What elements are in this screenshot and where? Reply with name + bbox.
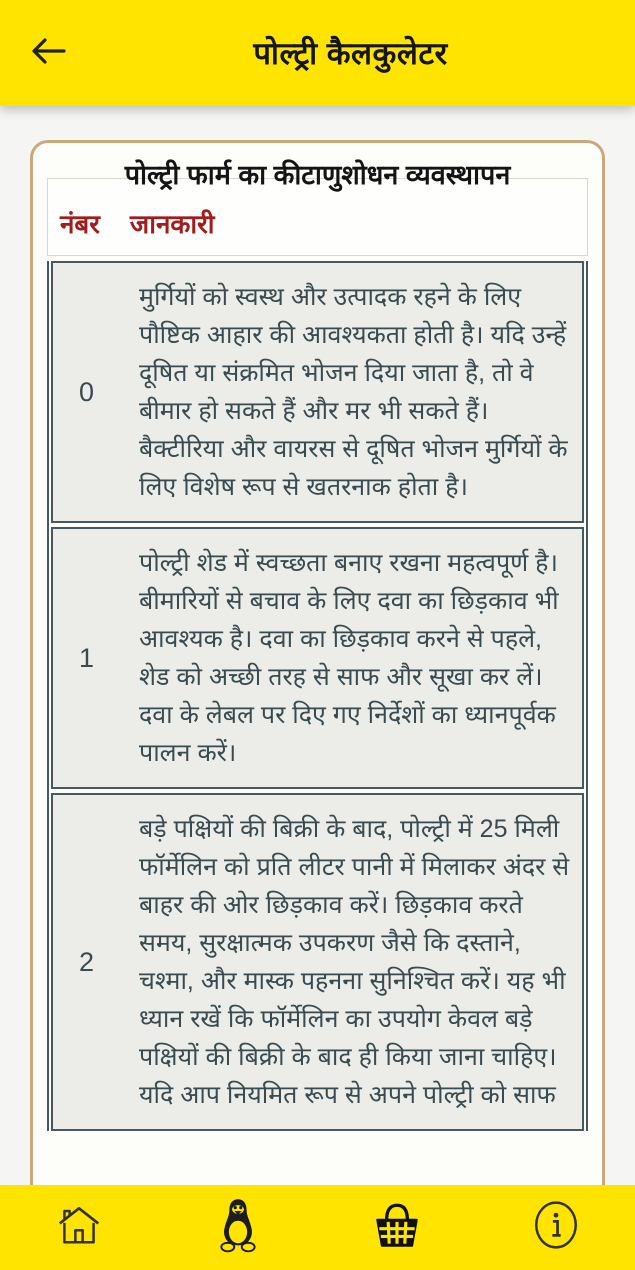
row-number: 1 xyxy=(79,642,95,673)
table-row xyxy=(51,527,584,789)
app-bar xyxy=(0,0,635,106)
row-info-text: बड़े पक्षियों की बिक्री के बाद, पोल्ट्री में 25 मिली फॉर्मेलिन को प्रति लीटर पानी में मिलाकर अंदर से बाहर की ओर छिड़काव करें। छिड़काव करते समय, सुरक्षात्मक उपकरण जैसे कि दस्ताने, चश्मा, और मास्क पहनना सुनिश्चित करें। यह भी ध्यान रखें कि फॉर्मेलिन का उपयोग केवल बड़े पक्षियों की बिक्री के बाद ही किया जाना चाहिए। यदि आप नियमित रूप से अपने पोल्ट्री को साफ xyxy=(139,815,570,1109)
table-body[interactable] xyxy=(47,261,588,1131)
bottom-nav-bar xyxy=(0,1185,635,1270)
nav-poultry-button[interactable] xyxy=(159,1196,318,1259)
row-number: 0 xyxy=(79,376,95,407)
row-info-text: मुर्गियों को स्वस्थ और उत्पादक रहने के लिए पौष्टिक आहार की आवश्यकता होती है। यदि उन्हें दूषित या संक्रमित भोजन दिया जाता है, तो वे बीमार हो सकते हैं और मर भी सकते हैं। बैक्टीरिया और वायरस से दूषित भोजन मुर्गियों के लिए विशेष रूप से खतरनाक होता है। xyxy=(139,283,568,501)
row-number: 2 xyxy=(79,946,95,977)
basket-icon xyxy=(370,1200,424,1255)
nav-home-button[interactable] xyxy=(0,1200,159,1255)
arrow-left-icon xyxy=(28,34,68,73)
content-card[interactable] xyxy=(30,140,605,1230)
info-icon xyxy=(531,1198,581,1257)
home-icon xyxy=(54,1200,104,1255)
row-info-text: पोल्ट्री शेड में स्वच्छता बनाए रखना महत्वपूर्ण है। बीमारियों से बचाव के लिए दवा का छिड़काव भी आवश्यक है। दवा का छिड़काव करने से पहले, शेड को अच्छी तरह से साफ और सूखा कर लें। दवा के लेबल पर दिए गए निर्देशों का ध्यानपूर्वक पालन करें। xyxy=(139,549,559,767)
table-title: पोल्ट्री फार्म का कीटाणुशोधन व्यवस्थापन xyxy=(124,160,511,190)
back-button[interactable] xyxy=(0,34,96,73)
column-header-number: नंबर xyxy=(60,209,100,239)
table-row xyxy=(51,793,584,1131)
column-header-info: जानकारी xyxy=(129,209,215,239)
nav-market-button[interactable] xyxy=(318,1200,477,1255)
page-title: पोल्ट्री कैलकुलेटर xyxy=(253,36,448,71)
table-row xyxy=(51,261,584,523)
penguin-icon xyxy=(212,1196,264,1259)
nav-info-button[interactable] xyxy=(476,1198,635,1257)
